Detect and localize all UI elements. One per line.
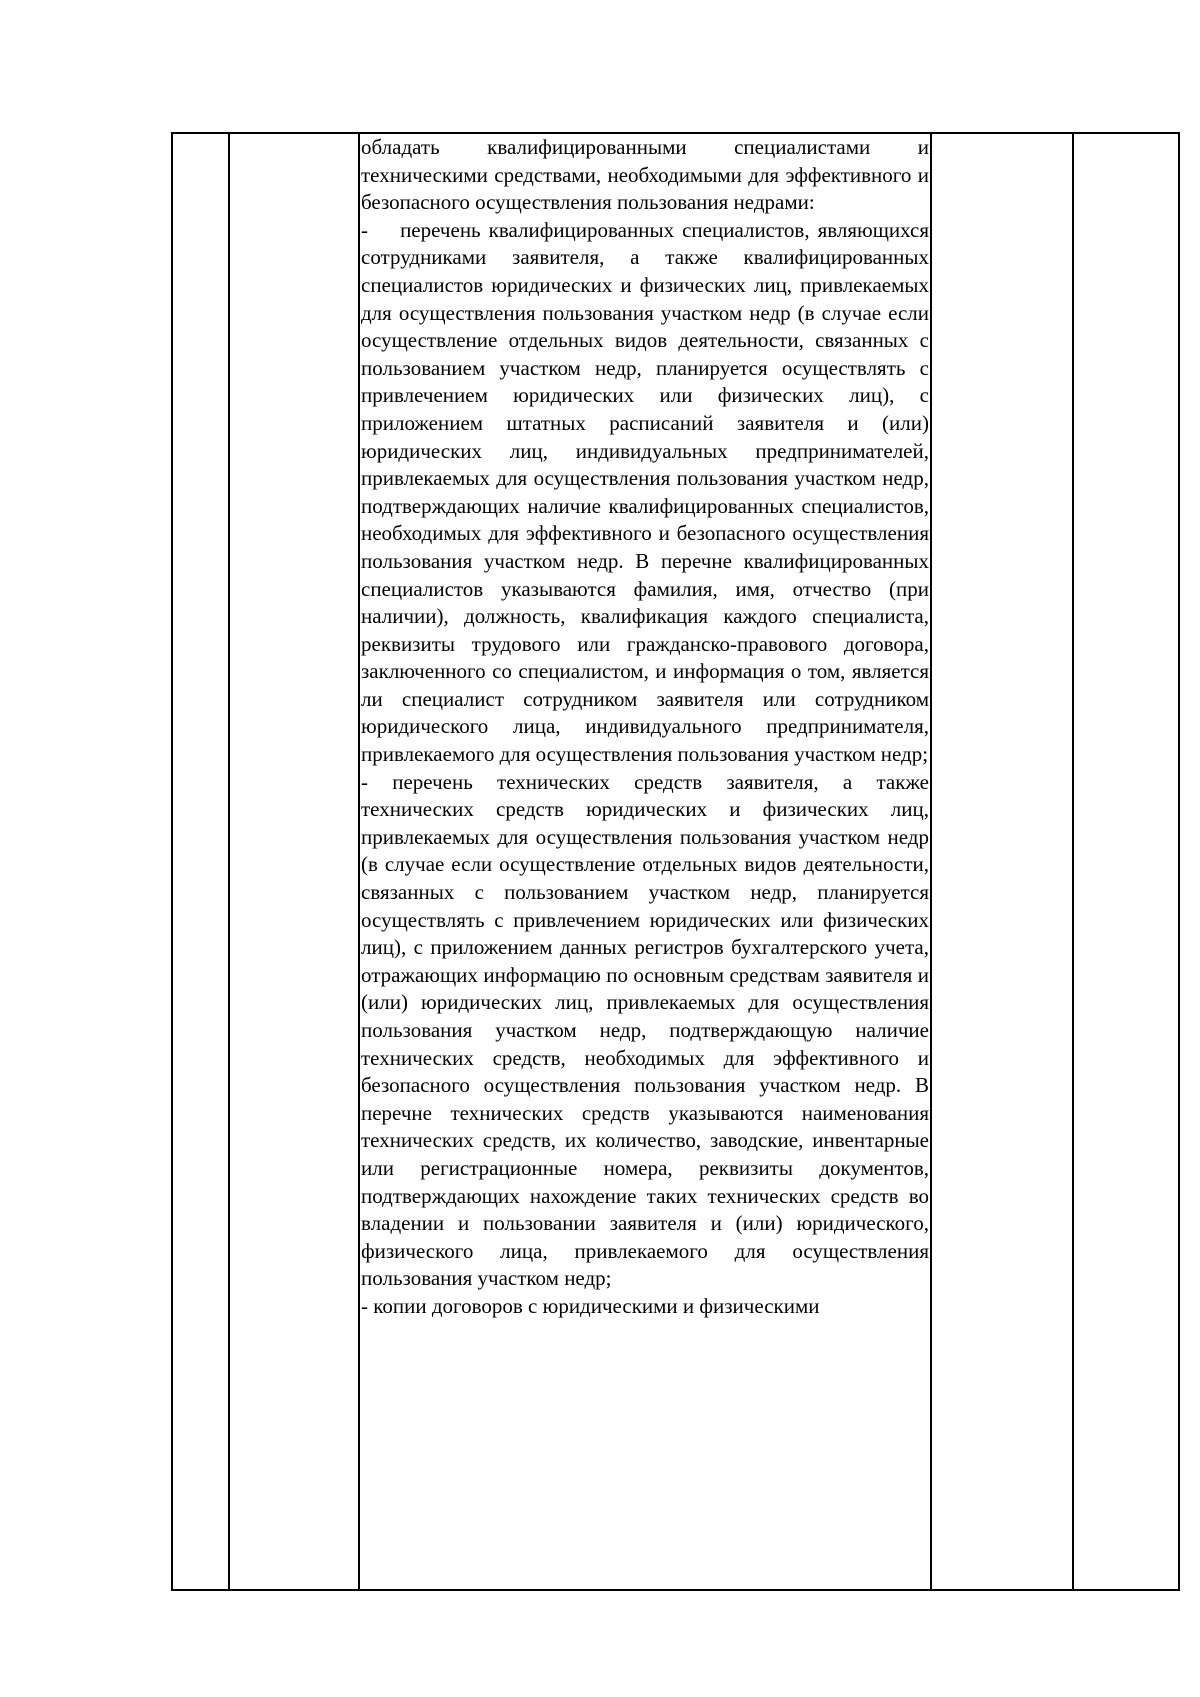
requirements-text-cell [359,133,931,1590]
paragraph-intro: обладать квалифицированными специалистами и техническими средствами, необходимыми для эффективного и безопасного осуществления пользования недрами: [361,135,929,215]
table-row [172,133,1179,1590]
name-cell [229,133,359,1590]
paragraph-technical-means-list: - перечень технических средств заявителя, а также технических средств юридических и физических лиц, привлекаемых для осуществления пользования участком недр (в случае если осуществление отдельных видов деятельности, связанных с пользованием участком недр, планируется осуществлять с привлечением юридических или физических лиц), с приложением данных регистров бухгалтерского учета, отражающих информацию по основным средствам заявителя и (или) юридических лиц, привлекаемых для осуществления пользования участком недр, подтверждающую наличие технических средств, необходимых для эффективного и безопасного осуществления пользования участком недр. В перечне технических средств указываются наименования технических средств, их количество, заводские, инвентарные или регистрационные номера, реквизиты документов, подтверждающих нахождение таких технических средств во владении и пользовании заявителя и (или) юридического, физического лица, привлекаемого для осуществления пользования участком недр; [361,769,929,1291]
empty-cell-5 [1073,133,1179,1590]
requirements-table [171,132,1180,1591]
number-cell [172,133,229,1590]
paragraph-contract-copies: - копии договоров с юридическими и физическими [361,1293,820,1318]
empty-cell-4 [931,133,1073,1590]
paragraph-specialists-list: - перечень квалифицированных специалистов, являющихся сотрудниками заявителя, а также квалифицированных специалистов юридических и физических лиц, привлекаемых для осуществления пользования участком недр (в случае если осуществление отдельных видов деятельности, связанных с пользованием участком недр, планируется осуществлять с привлечением юридических или физических лиц), с приложением штатных расписаний заявителя и (или) юридических лиц, индивидуальных предпринимателей, привлекаемых для осуществления пользования участком недр, подтверждающих наличие квалифицированных специалистов, необходимых для эффективного и безопасного осуществления пользования участком недр. В перечне квалифицированных специалистов указываются фамилия, имя, отчество (при наличии), должность, квалификация каждого специалиста, реквизиты трудового или гражданско-правового договора, заключенного со специалистом, и информация о том, является ли специалист сотрудником заявителя или сотрудником юридического лица, индивидуального предпринимателя, привлекаемого для осуществления пользования участком недр; [361,217,929,767]
